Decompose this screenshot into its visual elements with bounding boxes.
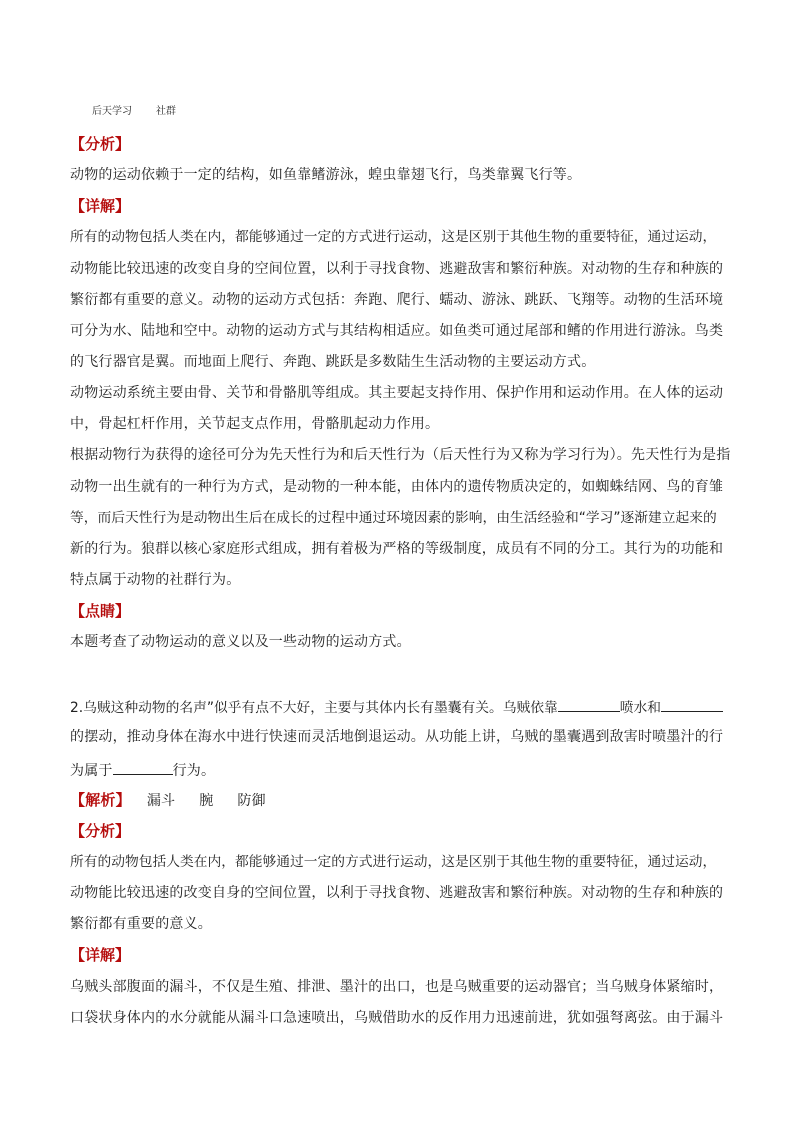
comment-label: 【点睛】 [70, 602, 131, 620]
analysis-line: 繁衍都有重要的意义。 [70, 916, 212, 932]
q2-text-1b: 喷水和 [619, 700, 662, 716]
q2-text-1a: 2.乌贼这种动物的名声”似乎有点不大好，主要与其体内长有墨囊有关。乌贼依靠 [70, 700, 558, 716]
analysis-text-1: 动物的运动依赖于一定的结构，如鱼靠鳍游泳，蝗虫靠翅飞行，鸟类靠翼飞行等。 [70, 167, 582, 183]
detail-line: 等，而后天性行为是动物出生后在成长的过程中通过环境因素的影响，由生活经验和“学习”逐渐建立起来的 [70, 510, 717, 526]
q2-line-1 [70, 697, 734, 717]
detail-line: 动物一出生就有的一种行为方式，是动物的一种本能，由体内的遗传物质决定的，如蜘蛛结网、鸟的育雏 [70, 479, 724, 495]
analysis-label-1: 【分析】 [70, 135, 131, 153]
detail-line: 动物能比较迅速的改变自身的空间位置，以利于寻找食物、逃避敌害和繁衍种族。对动物的生存和种族的 [70, 261, 724, 277]
detail-line: 动物运动系统主要由骨、关节和骨骼肌等组成。其主要起支持作用、保护作用和运动作用。在人体的运动 [70, 385, 724, 401]
blank-2 [661, 697, 723, 712]
solution-line [70, 791, 734, 810]
detail-line: 根据动物行为获得的途径可分为先天性行为和后天性行为（后天性行为又称为学习行为）。先天性行为是指 [70, 447, 731, 463]
answer-line-q1 [92, 103, 756, 121]
q2-text-3b: 行为。 [172, 763, 216, 779]
answer-1a: 后天学习 [92, 106, 132, 117]
answer-1b: 社群 [156, 106, 176, 117]
detail-line: 所有的动物包括人类在内，都能够通过一定的方式进行运动，这是区别于其他生物的重要特征，通过运动， [70, 229, 717, 245]
analysis-line: 所有的动物包括人类在内，都能够通过一定的方式进行运动，这是区别于其他生物的重要特征，通过运动， [70, 854, 717, 870]
q2-line-2: 的摆动，推动身体在海水中进行快速而灵活地倒退运动。从功能上讲，乌贼的墨囊遇到敌害时喷墨汁的行 [70, 729, 724, 745]
q2-line-3 [70, 760, 734, 780]
solution-label: 【解析】 [70, 791, 131, 809]
detail-label-1: 【详解】 [70, 197, 131, 215]
answer-2b: 腕 [199, 793, 214, 809]
detail-line: 新的行为。狼群以核心家庭形式组成，拥有着极为严格的等级制度，成员有不同的分工。其行为的功能和 [70, 541, 724, 557]
blank-3 [113, 760, 173, 775]
detail-line: 繁衍都有重要的意义。动物的运动方式包括：奔跑、爬行、蠕动、游泳、跳跃、飞翔等。动物的生活环境 [70, 292, 724, 308]
detail-line: 的飞行器官是翼。而地面上爬行、奔跑、跳跃是多数陆生生活动物的主要运动方式。 [70, 354, 596, 370]
detail-line: 特点属于动物的社群行为。 [70, 572, 241, 588]
q2-text-3a: 为属于 [70, 763, 113, 779]
blank-1 [558, 697, 620, 712]
detail-line: 中，骨起杠杆作用，关节起支点作用，骨骼肌起动力作用。 [70, 416, 440, 432]
detail-label-2: 【详解】 [70, 946, 131, 964]
detail-line: 口袋状身体内的水分就能从漏斗口急速喷出，乌贼借助水的反作用力迅速前进，犹如强弩离弦。由于漏斗 [70, 1010, 724, 1026]
answer-2c: 防御 [237, 793, 266, 809]
analysis-label-2: 【分析】 [70, 822, 131, 840]
analysis-line: 动物能比较迅速的改变自身的空间位置，以利于寻找食物、逃避敌害和繁衍种族。对动物的生存和种族的 [70, 885, 724, 901]
comment-text: 本题考查了动物运动的意义以及一些动物的运动方式。 [70, 634, 411, 650]
detail-line: 可分为水、陆地和空中。动物的运动方式与其结构相适应。如鱼类可通过尾部和鳍的作用进行游泳。鸟类 [70, 323, 724, 339]
answer-2a: 漏斗 [146, 793, 176, 809]
detail-line: 乌贼头部腹面的漏斗，不仅是生殖、排泄、墨汁的出口，也是乌贼重要的运动器官；当乌贼身体紧缩时， [70, 979, 724, 995]
